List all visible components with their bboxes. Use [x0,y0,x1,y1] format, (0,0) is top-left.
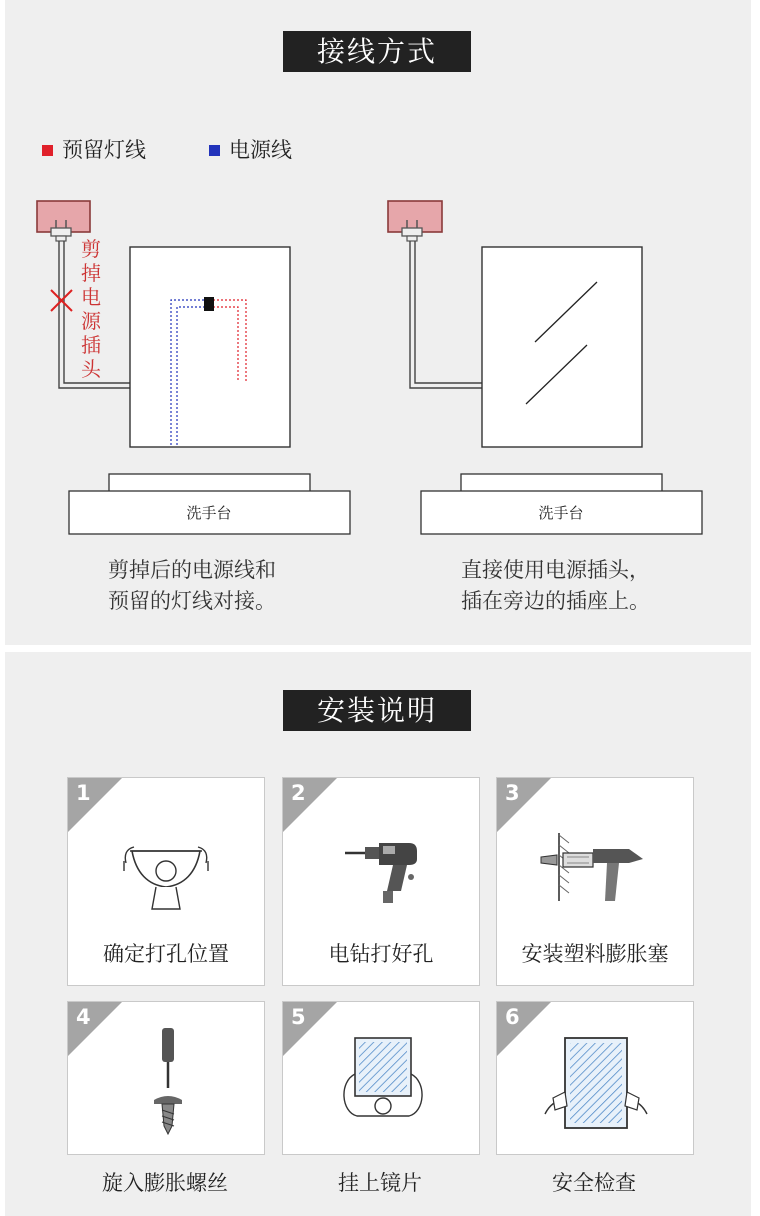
mirror-back-panel [130,247,290,447]
annotation-char: 源 [81,309,101,333]
step-number: 3 [505,781,520,805]
caption-line: 直接使用电源插头， [461,558,650,582]
step-number: 1 [76,781,91,805]
step-number: 6 [505,1005,520,1029]
basin-top [109,474,310,492]
cut-mark-icon [51,290,72,311]
step-label: 确定打孔位置 [103,942,229,966]
hammer-anchor-icon [497,813,693,933]
step-card-1 [67,777,265,986]
caption-line: 预留的灯线对接。 [108,589,276,613]
blue-swatch [209,145,220,156]
caption-line: 插在旁边的插座上。 [461,589,650,613]
step-number: 4 [76,1005,91,1029]
annotation-char: 电 [81,285,101,309]
mirror-check-icon [497,1022,693,1142]
junction-block [204,297,214,311]
annotation-char: 掉 [81,261,101,285]
step-card-3 [496,777,694,986]
direct-plug-wiring-diagram [380,190,760,540]
annotation-char: 头 [81,357,101,381]
screwdriver-screw-icon [68,1022,264,1142]
annotation-char: 剪 [81,237,101,261]
power-cord [410,241,482,388]
step-label-4: 旋入膨胀螺丝 [102,1171,228,1195]
caption-line: 剪掉后的电源线和 [108,558,276,582]
wiring-section-title: 接线方式 [283,31,471,72]
step-number: 2 [291,781,306,805]
step-label-5: 挂上镜片 [338,1171,422,1195]
cut-plug-wiring-diagram [0,190,380,540]
step-card-5 [282,1001,480,1155]
step-card-4 [67,1001,265,1155]
left-caption [108,555,276,617]
basin-top [461,474,662,492]
cut-plug-annotation [81,237,102,381]
basin-label: 洗手台 [186,504,232,522]
hang-mirror-icon [283,1022,479,1142]
step-card-2 [282,777,480,986]
legend-power-wire [209,134,292,164]
install-section-title: 安装说明 [283,690,471,731]
step-card-6 [496,1001,694,1155]
electric-drill-icon [283,813,479,933]
step-label: 电钻打好孔 [328,942,434,966]
legend-label-reserved: 预留灯线 [62,138,146,162]
step-label: 安装塑料膨胀塞 [521,942,669,966]
mirror-front [482,247,642,447]
step-number: 5 [291,1005,306,1029]
right-caption [461,555,650,617]
wall-mount-marking-icon [68,813,264,933]
legend-reserved-light-wire [42,134,146,164]
annotation-char: 插 [81,333,101,357]
basin-label: 洗手台 [538,504,584,522]
red-swatch [42,145,53,156]
legend-label-power: 电源线 [229,138,292,162]
step-label-6: 安全检查 [552,1171,636,1195]
